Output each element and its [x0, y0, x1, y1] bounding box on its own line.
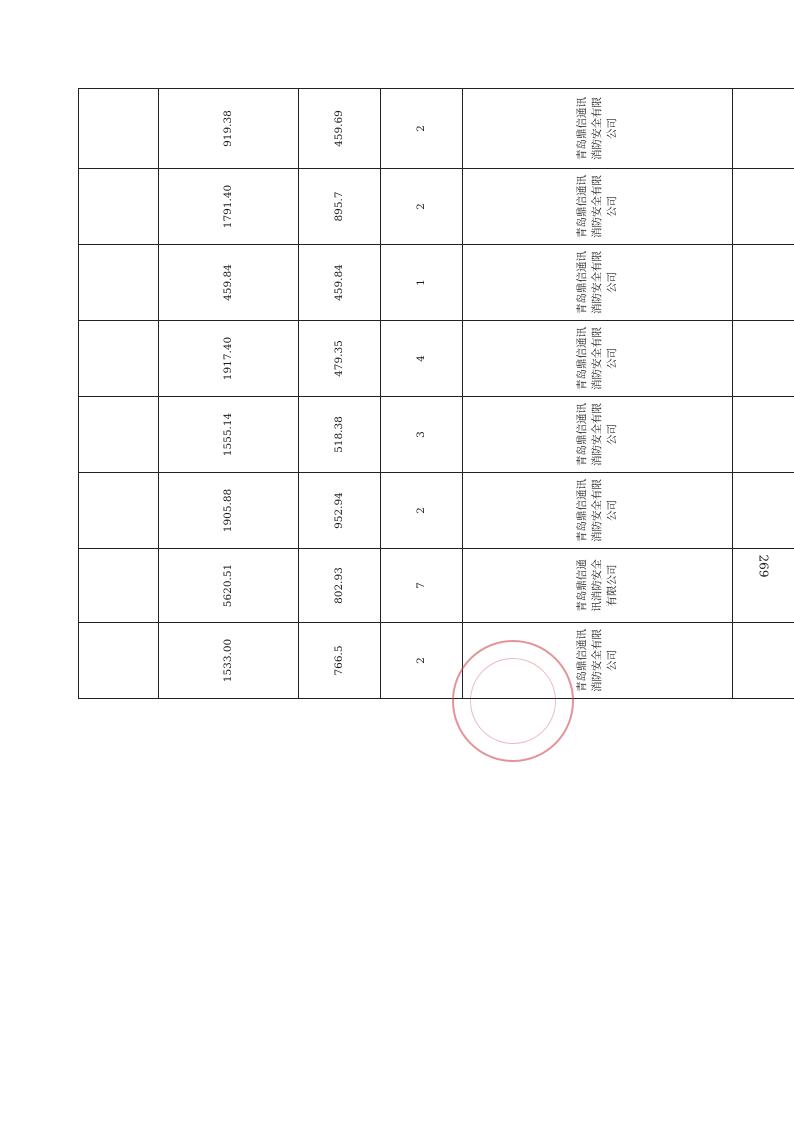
field-row-total	[159, 89, 299, 699]
total-price-cell: 5620.51	[159, 549, 299, 623]
total-price-cell: 1905.88	[159, 473, 299, 549]
remark-cell	[79, 169, 159, 245]
unit-price-cell: 479.35	[299, 321, 381, 397]
spec-cell	[733, 623, 794, 699]
remark-cell	[79, 549, 159, 623]
spec-cell	[733, 397, 794, 473]
field-row-spec	[733, 89, 794, 699]
unit-price-cell: 952.94	[299, 473, 381, 549]
field-row-qty	[381, 89, 463, 699]
vendor-cell: 青岛鼎信通讯消防安全有限公司	[463, 623, 733, 699]
remark-cell	[79, 623, 159, 699]
unit-price-cell: 766.5	[299, 623, 381, 699]
vendor-cell: 青岛鼎信通讯消防安全有限公司	[463, 321, 733, 397]
quantity-cell: 3	[381, 397, 463, 473]
unit-price-cell: 459.69	[299, 89, 381, 169]
quantity-cell: 1	[381, 245, 463, 321]
quantity-cell: 7	[381, 549, 463, 623]
quantity-cell: 2	[381, 89, 463, 169]
remark-cell	[79, 89, 159, 169]
bill-of-quantities-table	[78, 88, 794, 699]
remark-cell	[79, 473, 159, 549]
table-body	[79, 89, 794, 699]
company-seal-stamp	[452, 640, 574, 762]
seal-inner-ring	[470, 658, 556, 744]
quantity-cell: 2	[381, 169, 463, 245]
total-price-cell: 1917.40	[159, 321, 299, 397]
remark-cell	[79, 397, 159, 473]
spec-cell	[733, 169, 794, 245]
quantity-cell: 2	[381, 623, 463, 699]
total-price-cell: 459.84	[159, 245, 299, 321]
quantity-cell: 4	[381, 321, 463, 397]
vendor-cell: 青岛鼎信通讯消防安全有限公司	[463, 397, 733, 473]
total-price-cell: 919.38	[159, 89, 299, 169]
spec-cell	[733, 473, 794, 549]
field-row-unit_price	[299, 89, 381, 699]
quantity-cell: 2	[381, 473, 463, 549]
rotated-table-sheet	[78, 88, 794, 699]
vendor-cell: 青岛鼎信通讯消防安全有限公司	[463, 473, 733, 549]
vendor-cell: 青岛鼎信通讯消防安全有限公司	[463, 549, 733, 623]
spec-cell	[733, 89, 794, 169]
vendor-cell: 青岛鼎信通讯消防安全有限公司	[463, 169, 733, 245]
field-row-note	[79, 89, 159, 699]
unit-price-cell: 802.93	[299, 549, 381, 623]
vendor-cell: 青岛鼎信通讯消防安全有限公司	[463, 89, 733, 169]
total-price-cell: 1533.00	[159, 623, 299, 699]
unit-price-cell: 518.38	[299, 397, 381, 473]
field-row-vendor	[463, 89, 733, 699]
remark-cell	[79, 321, 159, 397]
unit-price-cell: 895.7	[299, 169, 381, 245]
spec-cell	[733, 245, 794, 321]
total-price-cell: 1791.40	[159, 169, 299, 245]
page-number: 269	[756, 554, 771, 578]
spec-cell	[733, 321, 794, 397]
unit-price-cell: 459.84	[299, 245, 381, 321]
total-price-cell: 1555.14	[159, 397, 299, 473]
vendor-cell: 青岛鼎信通讯消防安全有限公司	[463, 245, 733, 321]
remark-cell	[79, 245, 159, 321]
